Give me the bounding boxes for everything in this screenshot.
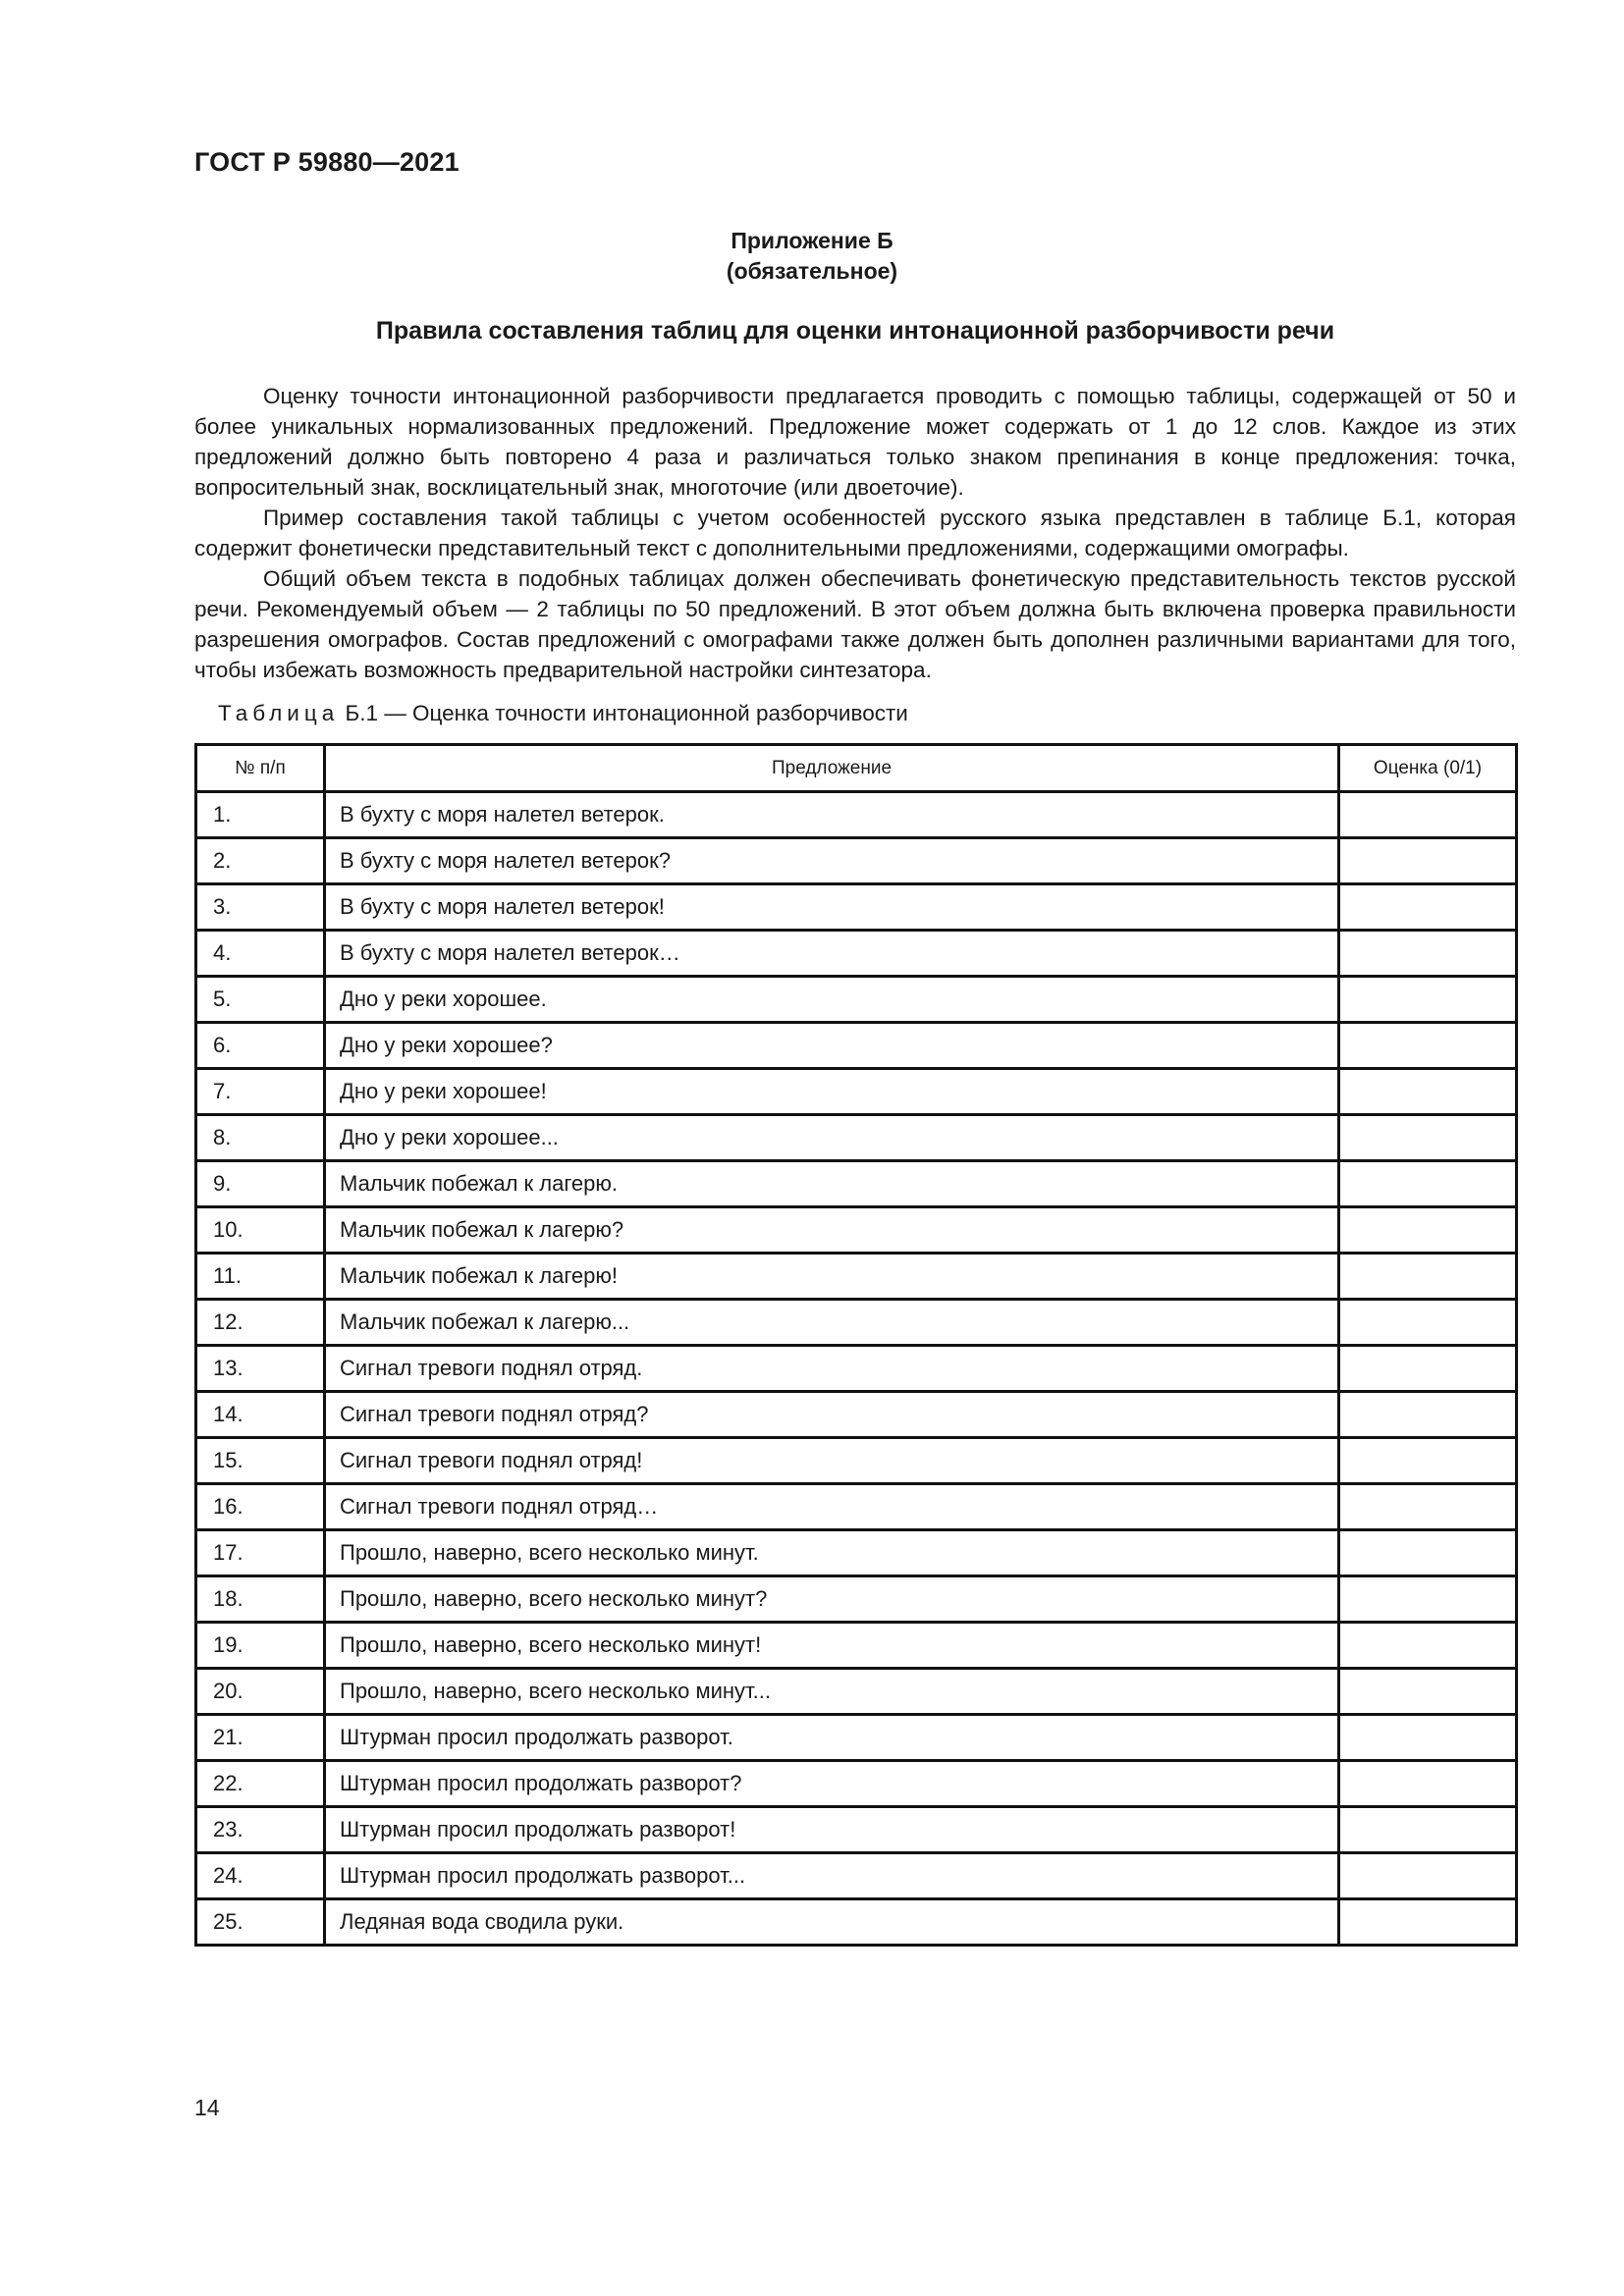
table-row <box>196 1254 1517 1300</box>
table-row <box>196 1023 1517 1069</box>
cell-score <box>1339 1530 1517 1576</box>
cell-sentence: Штурман просил продолжать разворот. <box>325 1715 1339 1761</box>
evaluation-table <box>194 743 1518 1947</box>
cell-num: 25. <box>196 1899 325 1946</box>
cell-score <box>1339 1807 1517 1853</box>
cell-score <box>1339 1300 1517 1346</box>
cell-num: 3. <box>196 884 325 931</box>
body-text <box>194 381 1516 685</box>
cell-score <box>1339 884 1517 931</box>
standard-id: ГОСТ Р 59880—2021 <box>194 147 460 177</box>
table-row <box>196 1115 1517 1161</box>
header-sentence: Предложение <box>325 745 1339 792</box>
table-caption-prefix: Таблица <box>218 701 340 725</box>
page-number: 14 <box>194 2095 220 2120</box>
table-row <box>196 838 1517 884</box>
cell-sentence: В бухту с моря налетел ветерок? <box>325 838 1339 884</box>
cell-num: 5. <box>196 977 325 1023</box>
cell-score <box>1339 1761 1517 1807</box>
table-row <box>196 792 1517 838</box>
cell-sentence: Мальчик побежал к лагерю. <box>325 1161 1339 1207</box>
cell-score <box>1339 977 1517 1023</box>
document-title: Правила составления таблиц для оценки интонационной разборчивости речи <box>375 317 1335 345</box>
cell-num: 23. <box>196 1807 325 1853</box>
paragraph: Пример составления такой таблицы с учетом особенностей русского языка представлен в таблице Б.1, которая содержит фонетически представительный текст с дополнительными предложениями, содержащими омографы. <box>194 506 1516 561</box>
cell-num: 7. <box>196 1069 325 1115</box>
cell-score <box>1339 1484 1517 1530</box>
table-row <box>196 1715 1517 1761</box>
table-header-row <box>196 745 1517 792</box>
cell-num: 10. <box>196 1207 325 1254</box>
cell-sentence: Дно у реки хорошее. <box>325 977 1339 1023</box>
cell-score <box>1339 1115 1517 1161</box>
cell-sentence: Дно у реки хорошее! <box>325 1069 1339 1115</box>
cell-score <box>1339 1392 1517 1438</box>
cell-score <box>1339 931 1517 977</box>
table-row <box>196 1346 1517 1392</box>
cell-sentence: Штурман просил продолжать разворот... <box>325 1853 1339 1899</box>
table-row <box>196 1623 1517 1669</box>
cell-score <box>1339 1254 1517 1300</box>
cell-sentence: В бухту с моря налетел ветерок. <box>325 792 1339 838</box>
cell-sentence: Сигнал тревоги поднял отряд? <box>325 1392 1339 1438</box>
cell-num: 14. <box>196 1392 325 1438</box>
cell-score <box>1339 1853 1517 1899</box>
cell-sentence: Ледяная вода сводила руки. <box>325 1899 1339 1946</box>
table-caption-text: Б.1 — Оценка точности интонационной разборчивости <box>339 701 908 725</box>
table-row <box>196 977 1517 1023</box>
cell-score <box>1339 1438 1517 1484</box>
cell-num: 15. <box>196 1438 325 1484</box>
cell-num: 19. <box>196 1623 325 1669</box>
cell-sentence: Прошло, наверно, всего несколько минут? <box>325 1576 1339 1623</box>
cell-sentence: В бухту с моря налетел ветерок! <box>325 884 1339 931</box>
cell-sentence: Сигнал тревоги поднял отряд! <box>325 1438 1339 1484</box>
appendix-heading <box>0 226 1624 287</box>
cell-score <box>1339 1715 1517 1761</box>
table-row <box>196 1899 1517 1946</box>
cell-score <box>1339 838 1517 884</box>
table-row <box>196 931 1517 977</box>
cell-num: 8. <box>196 1115 325 1161</box>
table-row <box>196 1576 1517 1623</box>
cell-num: 4. <box>196 931 325 977</box>
table-row <box>196 1669 1517 1715</box>
cell-score <box>1339 1207 1517 1254</box>
table-row <box>196 1300 1517 1346</box>
cell-sentence: Прошло, наверно, всего несколько минут. <box>325 1530 1339 1576</box>
cell-num: 24. <box>196 1853 325 1899</box>
cell-sentence: Сигнал тревоги поднял отряд… <box>325 1484 1339 1530</box>
cell-sentence: Мальчик побежал к лагерю! <box>325 1254 1339 1300</box>
table-row <box>196 1438 1517 1484</box>
header-num: № п/п <box>196 745 325 792</box>
cell-num: 13. <box>196 1346 325 1392</box>
header-score: Оценка (0/1) <box>1339 745 1517 792</box>
cell-score <box>1339 1576 1517 1623</box>
table-row <box>196 1207 1517 1254</box>
table-row <box>196 1392 1517 1438</box>
table-row <box>196 884 1517 931</box>
cell-sentence: Прошло, наверно, всего несколько минут... <box>325 1669 1339 1715</box>
cell-score <box>1339 1069 1517 1115</box>
cell-score <box>1339 1899 1517 1946</box>
cell-score <box>1339 1161 1517 1207</box>
cell-sentence: Дно у реки хорошее... <box>325 1115 1339 1161</box>
table-body <box>196 792 1517 1946</box>
table-row <box>196 1853 1517 1899</box>
paragraph: Общий объем текста в подобных таблицах должен обеспечивать фонетическую представительность текстов русской речи. Рекомендуемый объем — 2 таблицы по 50 предложений. В этот объем должна быть включена проверка правильности разрешения омографов. Состав предложений с омографами также должен быть дополнен различными вариантами для того, чтобы избежать возможность предварительной настройки синтезатора. <box>194 566 1516 682</box>
cell-num: 22. <box>196 1761 325 1807</box>
appendix-title: Приложение Б <box>731 228 893 253</box>
cell-num: 9. <box>196 1161 325 1207</box>
table-row <box>196 1161 1517 1207</box>
table-row <box>196 1761 1517 1807</box>
cell-score <box>1339 1023 1517 1069</box>
cell-num: 11. <box>196 1254 325 1300</box>
cell-num: 17. <box>196 1530 325 1576</box>
cell-num: 2. <box>196 838 325 884</box>
cell-num: 6. <box>196 1023 325 1069</box>
table-row <box>196 1069 1517 1115</box>
cell-score <box>1339 792 1517 838</box>
cell-sentence: В бухту с моря налетел ветерок… <box>325 931 1339 977</box>
paragraph: Оценку точности интонационной разборчивости предлагается проводить с помощью таблицы, содержащей от 50 и более уникальных нормализованных предложений. Предложение может содержать от 1 до 12 слов. Каждое из этих предложений должно быть повторено 4 раза и различаться только знаком препинания в конце предложения: точка, вопросительный знак, восклицательный знак, многоточие (или двоеточие). <box>194 384 1516 500</box>
cell-sentence: Прошло, наверно, всего несколько минут! <box>325 1623 1339 1669</box>
cell-score <box>1339 1669 1517 1715</box>
cell-num: 18. <box>196 1576 325 1623</box>
cell-num: 21. <box>196 1715 325 1761</box>
cell-num: 20. <box>196 1669 325 1715</box>
cell-sentence: Мальчик побежал к лагерю? <box>325 1207 1339 1254</box>
table-row <box>196 1807 1517 1853</box>
table-caption <box>218 701 908 726</box>
cell-num: 1. <box>196 792 325 838</box>
cell-score <box>1339 1346 1517 1392</box>
cell-sentence: Дно у реки хорошее? <box>325 1023 1339 1069</box>
table-row <box>196 1530 1517 1576</box>
cell-sentence: Штурман просил продолжать разворот? <box>325 1761 1339 1807</box>
cell-sentence: Сигнал тревоги поднял отряд. <box>325 1346 1339 1392</box>
cell-sentence: Мальчик побежал к лагерю... <box>325 1300 1339 1346</box>
cell-score <box>1339 1623 1517 1669</box>
cell-num: 16. <box>196 1484 325 1530</box>
appendix-status: (обязательное) <box>726 258 898 284</box>
cell-num: 12. <box>196 1300 325 1346</box>
cell-sentence: Штурман просил продолжать разворот! <box>325 1807 1339 1853</box>
table-row <box>196 1484 1517 1530</box>
